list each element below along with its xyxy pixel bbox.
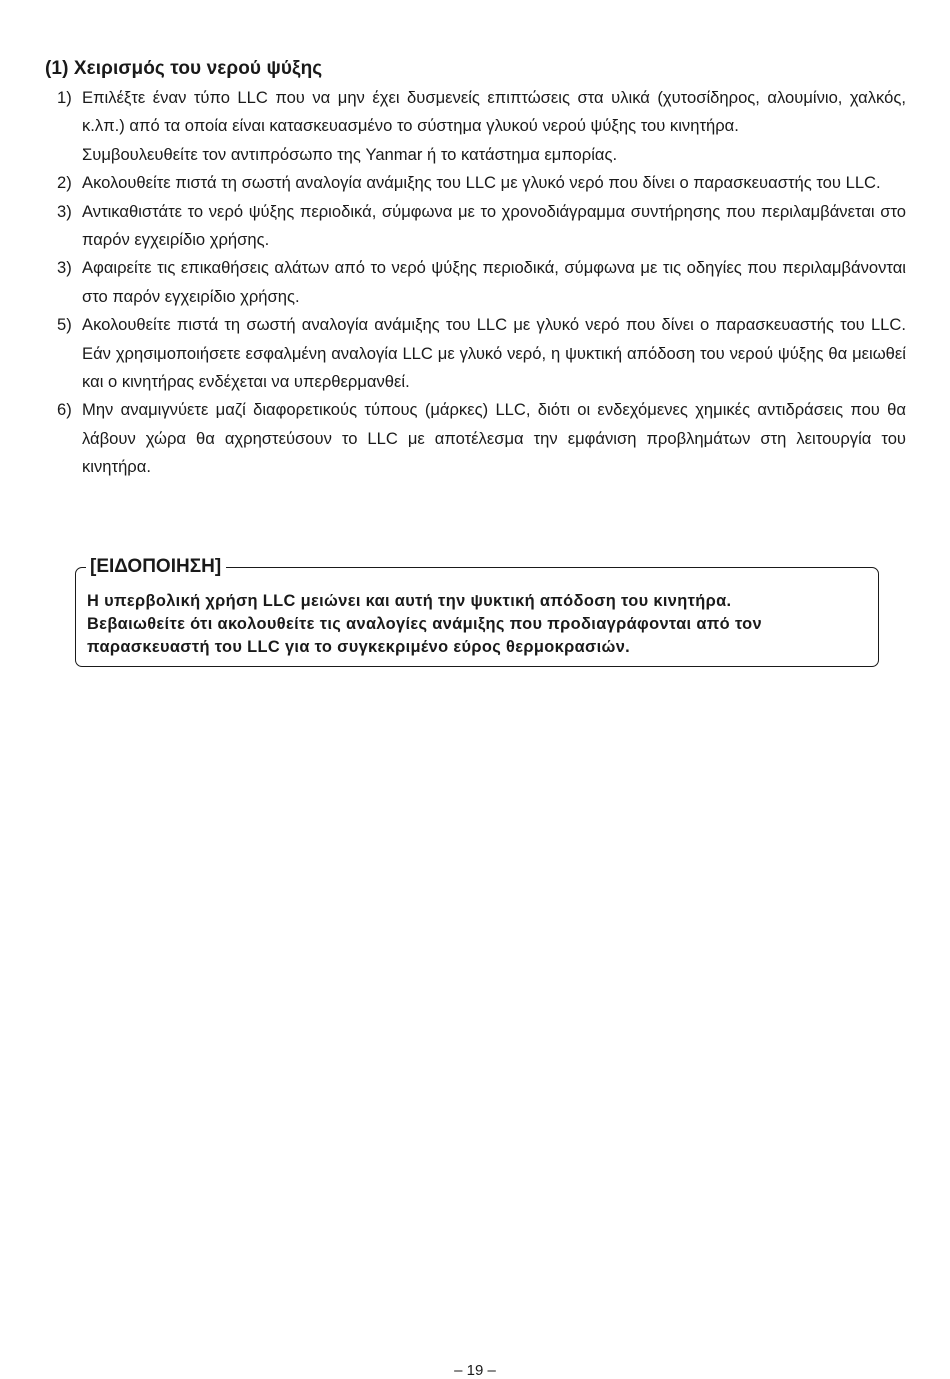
notice-line: παρασκευαστή του LLC για το συγκεκριμένο εύρος θερμοκρασιών. — [87, 638, 631, 656]
item-number: 5) — [57, 315, 72, 335]
section-heading: (1) Χειρισμός του νερού ψύξης — [45, 58, 323, 79]
item-number: 1) — [57, 88, 72, 107]
item-number: 3) — [57, 201, 72, 221]
list-item — [57, 254, 906, 311]
list-item — [57, 169, 906, 197]
notice-body — [87, 590, 867, 659]
list-item — [57, 198, 906, 255]
item-number: 3) — [57, 258, 72, 278]
instruction-list — [57, 84, 906, 482]
notice-line: Βεβαιωθείτε ότι ακολουθείτε τις αναλογίες ανάμιξης που προδιαγράφονται από τον — [87, 615, 762, 633]
notice-title: [ΕΙΔΟΠΟΙΗΣΗ] — [86, 554, 226, 580]
item-text: Μην αναμιγνύετε μαζί διαφορετικούς τύπους (μάρκες) LLC, διότι οι ενδεχόμενες χημικές αντιδράσεις που θα λάβουν χώρα θα αχρηστεύσουν το LLC με αποτέλεσμα την εμφάνιση προβλημάτων στη λειτουργία του κινητήρα. — [82, 400, 906, 477]
item-note: Συμβουλευθείτε τον αντιπρόσωπο της Yanmar ή το κατάστημα εμπορίας. — [82, 144, 618, 164]
notice-line: Η υπερβολική χρήση LLC μειώνει και αυτή την ψυκτική απόδοση του κινητήρα. — [87, 592, 732, 610]
list-item — [57, 396, 906, 481]
item-text: Αντικαθιστάτε το νερό ψύξης περιοδικά, σύμφωνα με το χρονοδιάγραμμα συντήρησης που περιλαμβάνεται στο παρόν εγχειρίδιο χρήσης. — [82, 201, 906, 250]
notice-box — [75, 556, 879, 667]
item-number: 2) — [57, 173, 72, 193]
item-text: Επιλέξτε έναν τύπο LLC που να μην έχει δυσμενείς επιπτώσεις στα υλικά (χυτοσίδηρος, αλουμίνιο, χαλκός, κ.λπ.) από τα οποία είναι κατασκευασμένο το σύστημα γλυκού νερού ψύξης του κινητήρα. — [82, 88, 906, 136]
page-number: – 19 – — [454, 1362, 496, 1379]
item-text: Αφαιρείτε τις επικαθήσεις αλάτων από το νερό ψύξης περιοδικά, σύμφωνα με τις οδηγίες που περιλαμβάνονται στο παρόν εγχειρίδιο χρήσης. — [82, 258, 906, 306]
item-text: Ακολουθείτε πιστά τη σωστή αναλογία ανάμιξης του LLC με γλυκό νερό που δίνει ο παρασκευαστής του LLC. — [82, 173, 881, 193]
item-number: 6) — [57, 400, 72, 420]
item-text: Ακολουθείτε πιστά τη σωστή αναλογία ανάμιξης του LLC με γλυκό νερό που δίνει ο παρασκευαστής του LLC. Εάν χρησιμοποιήσετε εσφαλμένη αναλογία LLC με γλυκό νερό, η ψυκτική απόδοση του νερού ψύξης θα μειωθεί και ο κινητήρας ενδέχεται να υπερθερμανθεί. — [82, 315, 906, 392]
list-item — [57, 84, 906, 169]
list-item — [57, 311, 906, 396]
